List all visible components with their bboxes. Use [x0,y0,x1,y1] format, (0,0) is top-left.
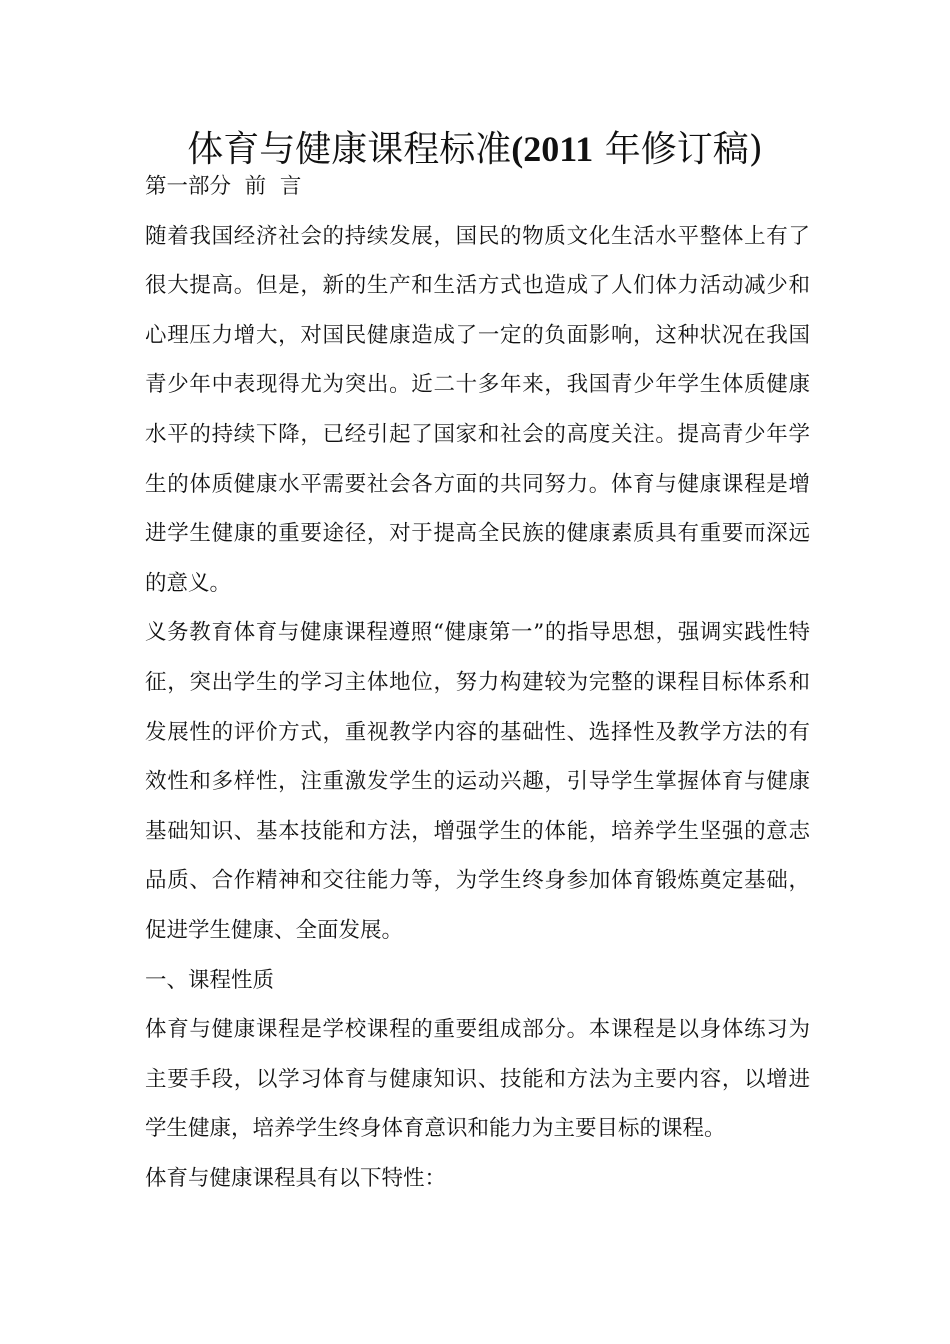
title-year: (2011 [511,129,594,170]
paragraph-course-features-intro: 体育与健康课程具有以下特性： [145,1165,447,1191]
paragraph-course-nature: 体育与健康课程是学校课程的重要组成部分。本课程是以身体练习为主要手段，以学习体育与健康知识、技能和方法为主要内容，以增进学生健康，培养学生终身体育意识和能力为主要目标的课程。 [145,1017,810,1142]
title-prefix: 体育与健康课程标准 [187,129,512,171]
title-suffix: 年修订稿) [593,129,763,171]
paragraph-preface-2: 义务教育体育与健康课程遵照“健康第一”的指导思想，强调实践性特征，突出学生的学习主体地位，努力构建较为完整的课程目标体系和发展性的评价方式，重视教学内容的基础性、选择性及教学方法的有效性和多样性，注重激发学生的运动兴趣，引导学生掌握体育与健康基础知识、基本技能和方法，增强学生的体能，培养学生坚强的意志品质、合作精神和交往能力等，为学生终身参加体育锻炼奠定基础，促进学生健康、全面发展。 [145,620,810,943]
subheading-course-nature: 一、课程性质 [145,967,275,993]
paragraph-preface-1: 随着我国经济社会的持续发展，国民的物质文化生活水平整体上有了很大提高。但是，新的生产和生活方式也造成了人们体力活动减少和心理压力增大，对国民健康造成了一定的负面影响，这种状况在我国青少年中表现得尤为突出。近二十多年来，我国青少年学生体质健康水平的持续下降，已经引起了国家和社会的高度关注。提高青少年学生的体质健康水平需要社会各方面的共同努力。体育与健康课程是增进学生健康的重要途径，对于提高全民族的健康素质具有重要而深远的意义。 [145,223,810,596]
document-body [145,162,810,1203]
section-heading: 第一部分 前 言 [145,174,302,199]
